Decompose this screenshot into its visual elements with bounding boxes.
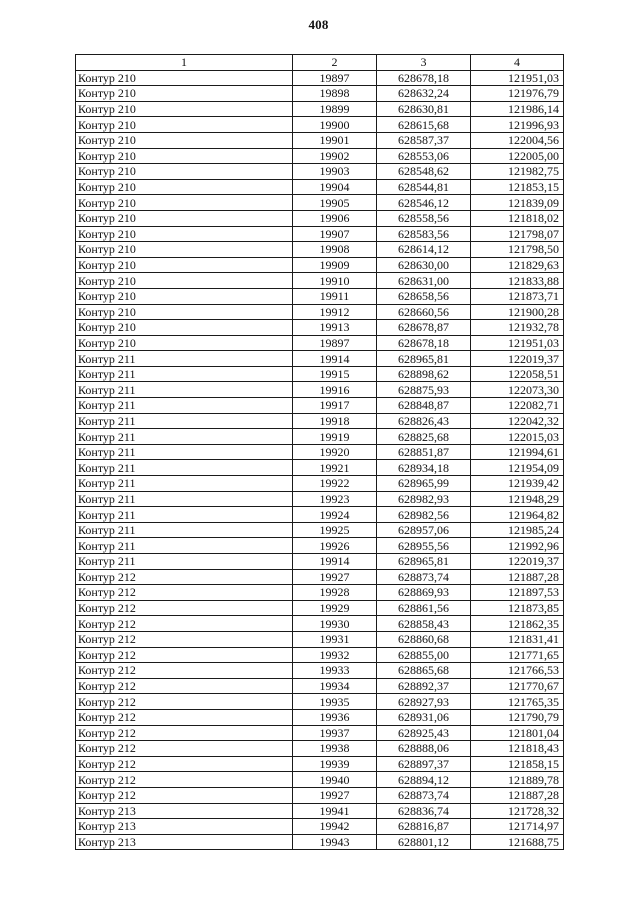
- coordinate-y-cell: 121688,75: [471, 834, 564, 850]
- point-number-cell: 19906: [293, 210, 377, 226]
- contour-name-cell: Контур 212: [76, 585, 293, 601]
- contour-name-cell: Контур 210: [76, 148, 293, 164]
- contour-name-cell: Контур 211: [76, 351, 293, 367]
- table-row: [76, 663, 564, 679]
- point-number-cell: 19908: [293, 242, 377, 258]
- table-row: [76, 522, 564, 538]
- table-row: [76, 117, 564, 133]
- point-number-cell: 19912: [293, 304, 377, 320]
- point-number-cell: 19916: [293, 382, 377, 398]
- table-row: [76, 460, 564, 476]
- contour-name-cell: Контур 212: [76, 600, 293, 616]
- coordinate-y-cell: 121833,88: [471, 273, 564, 289]
- contour-name-cell: Контур 211: [76, 382, 293, 398]
- coordinate-x-cell: 628965,81: [377, 351, 471, 367]
- coordinate-x-cell: 628558,56: [377, 210, 471, 226]
- table-row: [76, 616, 564, 632]
- coordinate-x-cell: 628957,06: [377, 522, 471, 538]
- coordinate-x-cell: 628615,68: [377, 117, 471, 133]
- point-number-cell: 19922: [293, 476, 377, 492]
- coordinate-x-cell: 628678,18: [377, 335, 471, 351]
- point-number-cell: 19897: [293, 70, 377, 86]
- point-number-cell: 19919: [293, 429, 377, 445]
- point-number-cell: 19901: [293, 132, 377, 148]
- coordinate-x-cell: 628614,12: [377, 242, 471, 258]
- contour-name-cell: Контур 210: [76, 257, 293, 273]
- coordinate-y-cell: 121873,85: [471, 600, 564, 616]
- coordinate-x-cell: 628931,06: [377, 709, 471, 725]
- table-row: [76, 491, 564, 507]
- table-row: [76, 444, 564, 460]
- coordinate-x-cell: 628678,87: [377, 320, 471, 336]
- contour-name-cell: Контур 211: [76, 429, 293, 445]
- column-header-3: 3: [377, 55, 471, 71]
- contour-name-cell: Контур 211: [76, 413, 293, 429]
- coordinate-y-cell: 122005,00: [471, 148, 564, 164]
- contour-name-cell: Контур 210: [76, 288, 293, 304]
- point-number-cell: 19931: [293, 631, 377, 647]
- coordinate-y-cell: 121985,24: [471, 522, 564, 538]
- coordinate-y-cell: 121900,28: [471, 304, 564, 320]
- table-row: [76, 304, 564, 320]
- contour-name-cell: Контур 210: [76, 70, 293, 86]
- table-row: [76, 741, 564, 757]
- point-number-cell: 19927: [293, 787, 377, 803]
- table-row: [76, 288, 564, 304]
- coordinate-y-cell: 121986,14: [471, 101, 564, 117]
- column-header-1: 1: [76, 55, 293, 71]
- table-row: [76, 398, 564, 414]
- coordinate-x-cell: 628660,56: [377, 304, 471, 320]
- point-number-cell: 19929: [293, 600, 377, 616]
- contour-name-cell: Контур 210: [76, 179, 293, 195]
- coordinate-x-cell: 628816,87: [377, 819, 471, 835]
- contour-name-cell: Контур 210: [76, 210, 293, 226]
- table-row: [76, 351, 564, 367]
- coordinate-x-cell: 628848,87: [377, 398, 471, 414]
- coordinate-x-cell: 628898,62: [377, 366, 471, 382]
- coordinate-x-cell: 628631,00: [377, 273, 471, 289]
- contour-name-cell: Контур 210: [76, 164, 293, 180]
- coordinate-y-cell: 121951,03: [471, 70, 564, 86]
- coordinate-y-cell: 121897,53: [471, 585, 564, 601]
- point-number-cell: 19911: [293, 288, 377, 304]
- point-number-cell: 19897: [293, 335, 377, 351]
- table-row: [76, 585, 564, 601]
- coordinate-x-cell: 628888,06: [377, 741, 471, 757]
- coordinate-x-cell: 628955,56: [377, 538, 471, 554]
- point-number-cell: 19941: [293, 803, 377, 819]
- coordinate-x-cell: 628965,99: [377, 476, 471, 492]
- coordinate-x-cell: 628836,74: [377, 803, 471, 819]
- contour-name-cell: Контур 211: [76, 366, 293, 382]
- point-number-cell: 19930: [293, 616, 377, 632]
- table-row: [76, 164, 564, 180]
- table-row: [76, 242, 564, 258]
- point-number-cell: 19940: [293, 772, 377, 788]
- coordinate-y-cell: 121818,43: [471, 741, 564, 757]
- coordinate-x-cell: 628583,56: [377, 226, 471, 242]
- point-number-cell: 19936: [293, 709, 377, 725]
- coordinate-y-cell: 121818,02: [471, 210, 564, 226]
- table-row: [76, 476, 564, 492]
- point-number-cell: 19907: [293, 226, 377, 242]
- coordinate-y-cell: 122073,30: [471, 382, 564, 398]
- coordinate-y-cell: 121839,09: [471, 195, 564, 211]
- column-header-2: 2: [293, 55, 377, 71]
- coordinate-y-cell: 121790,79: [471, 709, 564, 725]
- point-number-cell: 19935: [293, 694, 377, 710]
- coordinate-x-cell: 628873,74: [377, 569, 471, 585]
- point-number-cell: 19905: [293, 195, 377, 211]
- table-row: [76, 429, 564, 445]
- coordinate-x-cell: 628587,37: [377, 132, 471, 148]
- coordinate-y-cell: 121954,09: [471, 460, 564, 476]
- coordinate-x-cell: 628658,56: [377, 288, 471, 304]
- coordinate-y-cell: 121771,65: [471, 647, 564, 663]
- point-number-cell: 19910: [293, 273, 377, 289]
- point-number-cell: 19937: [293, 725, 377, 741]
- table-row: [76, 694, 564, 710]
- contour-name-cell: Контур 213: [76, 819, 293, 835]
- coordinate-y-cell: 121887,28: [471, 569, 564, 585]
- point-number-cell: 19938: [293, 741, 377, 757]
- point-number-cell: 19917: [293, 398, 377, 414]
- coordinate-y-cell: 121994,61: [471, 444, 564, 460]
- coordinate-x-cell: 628546,12: [377, 195, 471, 211]
- contour-name-cell: Контур 212: [76, 663, 293, 679]
- point-number-cell: 19902: [293, 148, 377, 164]
- table-row: [76, 631, 564, 647]
- contour-name-cell: Контур 210: [76, 101, 293, 117]
- contour-name-cell: Контур 210: [76, 117, 293, 133]
- coordinate-x-cell: 628678,18: [377, 70, 471, 86]
- table-row: [76, 569, 564, 585]
- coordinate-x-cell: 628927,93: [377, 694, 471, 710]
- point-number-cell: 19918: [293, 413, 377, 429]
- coordinate-x-cell: 628934,18: [377, 460, 471, 476]
- table-body: [76, 70, 564, 850]
- contour-name-cell: Контур 212: [76, 709, 293, 725]
- coordinate-x-cell: 628894,12: [377, 772, 471, 788]
- coordinate-y-cell: 121964,82: [471, 507, 564, 523]
- contour-name-cell: Контур 211: [76, 476, 293, 492]
- coordinate-x-cell: 628553,06: [377, 148, 471, 164]
- point-number-cell: 19899: [293, 101, 377, 117]
- table-row: [76, 335, 564, 351]
- table-row: [76, 195, 564, 211]
- table-row: [76, 273, 564, 289]
- coordinate-y-cell: 121862,35: [471, 616, 564, 632]
- coordinate-y-cell: 121798,50: [471, 242, 564, 258]
- coordinate-y-cell: 122004,56: [471, 132, 564, 148]
- contour-name-cell: Контур 211: [76, 444, 293, 460]
- coordinate-y-cell: 121996,93: [471, 117, 564, 133]
- coordinate-x-cell: 628873,74: [377, 787, 471, 803]
- coordinate-x-cell: 628630,81: [377, 101, 471, 117]
- table-row: [76, 320, 564, 336]
- table-row: [76, 709, 564, 725]
- coordinate-y-cell: 121798,07: [471, 226, 564, 242]
- coordinate-y-cell: 121801,04: [471, 725, 564, 741]
- column-header-4: 4: [471, 55, 564, 71]
- coordinate-y-cell: 122082,71: [471, 398, 564, 414]
- coordinate-x-cell: 628982,56: [377, 507, 471, 523]
- coordinate-y-cell: 121887,28: [471, 787, 564, 803]
- contour-name-cell: Контур 212: [76, 756, 293, 772]
- point-number-cell: 19927: [293, 569, 377, 585]
- coordinate-y-cell: 121853,15: [471, 179, 564, 195]
- point-number-cell: 19934: [293, 678, 377, 694]
- point-number-cell: 19904: [293, 179, 377, 195]
- coordinate-x-cell: 628855,00: [377, 647, 471, 663]
- contour-name-cell: Контур 212: [76, 787, 293, 803]
- contour-name-cell: Контур 212: [76, 725, 293, 741]
- coordinate-y-cell: 122015,03: [471, 429, 564, 445]
- coordinate-x-cell: 628544,81: [377, 179, 471, 195]
- point-number-cell: 19942: [293, 819, 377, 835]
- table-row: [76, 772, 564, 788]
- point-number-cell: 19909: [293, 257, 377, 273]
- point-number-cell: 19903: [293, 164, 377, 180]
- table-row: [76, 382, 564, 398]
- coordinate-y-cell: 121951,03: [471, 335, 564, 351]
- coordinate-x-cell: 628897,37: [377, 756, 471, 772]
- coordinate-y-cell: 121831,41: [471, 631, 564, 647]
- contour-name-cell: Контур 211: [76, 538, 293, 554]
- contour-name-cell: Контур 210: [76, 273, 293, 289]
- coordinate-y-cell: 122019,37: [471, 554, 564, 570]
- contour-name-cell: Контур 211: [76, 460, 293, 476]
- contour-name-cell: Контур 212: [76, 631, 293, 647]
- table-row: [76, 554, 564, 570]
- point-number-cell: 19915: [293, 366, 377, 382]
- table-row: [76, 70, 564, 86]
- contour-name-cell: Контур 212: [76, 678, 293, 694]
- coordinate-y-cell: 121982,75: [471, 164, 564, 180]
- table-row: [76, 226, 564, 242]
- coordinate-x-cell: 628851,87: [377, 444, 471, 460]
- point-number-cell: 19913: [293, 320, 377, 336]
- coordinate-y-cell: 122042,32: [471, 413, 564, 429]
- coordinate-y-cell: 121992,96: [471, 538, 564, 554]
- coordinate-y-cell: 121770,67: [471, 678, 564, 694]
- coordinate-x-cell: 628630,00: [377, 257, 471, 273]
- contour-name-cell: Контур 210: [76, 242, 293, 258]
- table-row: [76, 86, 564, 102]
- coordinate-y-cell: 122058,51: [471, 366, 564, 382]
- contour-name-cell: Контур 213: [76, 803, 293, 819]
- contour-name-cell: Контур 210: [76, 226, 293, 242]
- table-row: [76, 725, 564, 741]
- coordinate-y-cell: 121765,35: [471, 694, 564, 710]
- coordinate-x-cell: 628925,43: [377, 725, 471, 741]
- table-row: [76, 834, 564, 850]
- contour-name-cell: Контур 210: [76, 195, 293, 211]
- coordinate-x-cell: 628869,93: [377, 585, 471, 601]
- table-header-row: [76, 55, 564, 71]
- table-row: [76, 507, 564, 523]
- point-number-cell: 19926: [293, 538, 377, 554]
- coordinate-y-cell: 121829,63: [471, 257, 564, 273]
- coordinate-x-cell: 628801,12: [377, 834, 471, 850]
- coordinate-x-cell: 628632,24: [377, 86, 471, 102]
- coordinate-y-cell: 121766,53: [471, 663, 564, 679]
- contour-name-cell: Контур 213: [76, 834, 293, 850]
- contour-name-cell: Контур 212: [76, 647, 293, 663]
- table-row: [76, 756, 564, 772]
- coordinate-x-cell: 628825,68: [377, 429, 471, 445]
- coordinate-x-cell: 628892,37: [377, 678, 471, 694]
- coordinate-x-cell: 628982,93: [377, 491, 471, 507]
- contour-name-cell: Контур 210: [76, 86, 293, 102]
- coordinate-y-cell: 121889,78: [471, 772, 564, 788]
- point-number-cell: 19920: [293, 444, 377, 460]
- coordinate-y-cell: 121858,15: [471, 756, 564, 772]
- coordinate-x-cell: 628826,43: [377, 413, 471, 429]
- point-number-cell: 19925: [293, 522, 377, 538]
- table-row: [76, 538, 564, 554]
- contour-name-cell: Контур 212: [76, 694, 293, 710]
- table-row: [76, 257, 564, 273]
- contour-name-cell: Контур 212: [76, 772, 293, 788]
- contour-name-cell: Контур 212: [76, 616, 293, 632]
- table-row: [76, 210, 564, 226]
- table-row: [76, 101, 564, 117]
- contour-name-cell: Контур 211: [76, 398, 293, 414]
- coordinate-y-cell: 121976,79: [471, 86, 564, 102]
- table-row: [76, 647, 564, 663]
- coordinate-x-cell: 628548,62: [377, 164, 471, 180]
- point-number-cell: 19923: [293, 491, 377, 507]
- contour-name-cell: Контур 212: [76, 741, 293, 757]
- table-row: [76, 600, 564, 616]
- coordinate-y-cell: 121948,29: [471, 491, 564, 507]
- contour-name-cell: Контур 211: [76, 491, 293, 507]
- coordinate-x-cell: 628858,43: [377, 616, 471, 632]
- point-number-cell: 19939: [293, 756, 377, 772]
- point-number-cell: 19924: [293, 507, 377, 523]
- contour-name-cell: Контур 210: [76, 320, 293, 336]
- page-number: 408: [308, 17, 329, 32]
- coordinate-y-cell: 121932,78: [471, 320, 564, 336]
- point-number-cell: 19914: [293, 351, 377, 367]
- table-row: [76, 819, 564, 835]
- contour-name-cell: Контур 210: [76, 335, 293, 351]
- table-row: [76, 132, 564, 148]
- coordinate-x-cell: 628965,81: [377, 554, 471, 570]
- coordinates-table: [75, 54, 564, 850]
- coordinate-y-cell: 121714,97: [471, 819, 564, 835]
- contour-name-cell: Контур 211: [76, 554, 293, 570]
- coordinate-y-cell: 121939,42: [471, 476, 564, 492]
- coordinate-y-cell: 121728,32: [471, 803, 564, 819]
- point-number-cell: 19914: [293, 554, 377, 570]
- coordinate-y-cell: 122019,37: [471, 351, 564, 367]
- point-number-cell: 19932: [293, 647, 377, 663]
- table-row: [76, 413, 564, 429]
- contour-name-cell: Контур 210: [76, 132, 293, 148]
- table-row: [76, 366, 564, 382]
- table-row: [76, 179, 564, 195]
- point-number-cell: 19898: [293, 86, 377, 102]
- coordinate-y-cell: 121873,71: [471, 288, 564, 304]
- point-number-cell: 19921: [293, 460, 377, 476]
- point-number-cell: 19900: [293, 117, 377, 133]
- table-row: [76, 787, 564, 803]
- table-row: [76, 148, 564, 164]
- table-row: [76, 803, 564, 819]
- coordinate-x-cell: 628875,93: [377, 382, 471, 398]
- point-number-cell: 19928: [293, 585, 377, 601]
- contour-name-cell: Контур 211: [76, 507, 293, 523]
- table-row: [76, 678, 564, 694]
- contour-name-cell: Контур 211: [76, 522, 293, 538]
- contour-name-cell: Контур 210: [76, 304, 293, 320]
- point-number-cell: 19933: [293, 663, 377, 679]
- contour-name-cell: Контур 212: [76, 569, 293, 585]
- coordinate-x-cell: 628865,68: [377, 663, 471, 679]
- coordinate-x-cell: 628861,56: [377, 600, 471, 616]
- coordinate-x-cell: 628860,68: [377, 631, 471, 647]
- point-number-cell: 19943: [293, 834, 377, 850]
